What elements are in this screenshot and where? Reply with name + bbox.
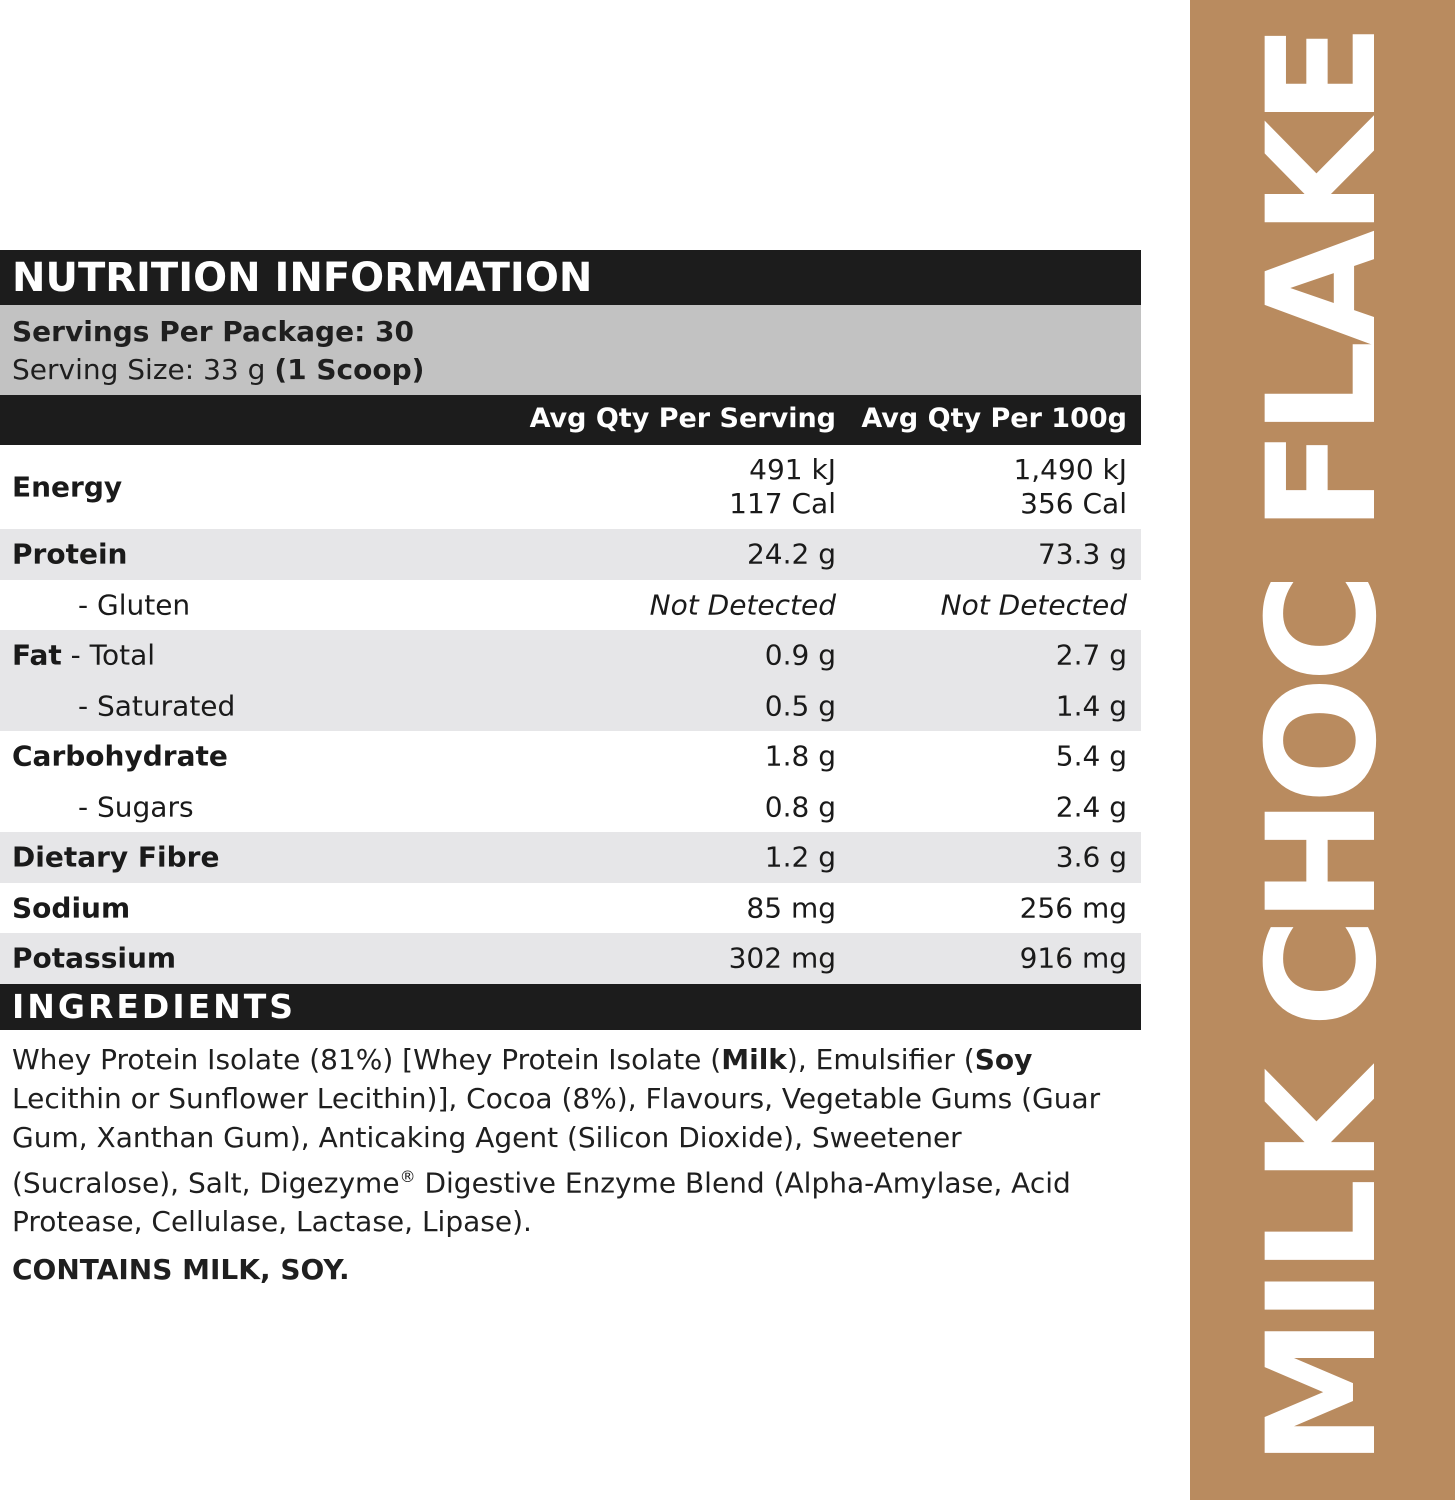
col-header-100g: Avg Qty Per 100g	[861, 403, 1127, 434]
sodium-per100: 256 mg	[1019, 891, 1127, 925]
serving-size-label: Serving Size: 33 g	[12, 353, 266, 386]
row-label: - Sugars	[78, 790, 194, 824]
ingredients-part: Digestive Enzyme Blend (Alpha-Amylase, Acid Protease, Cellulase, Lactase, Lipase).	[12, 1165, 1071, 1238]
row-sugars	[0, 782, 1141, 833]
row-fibre	[0, 832, 1141, 883]
row-label: Dietary Fibre	[12, 840, 220, 874]
serving-info	[0, 305, 1141, 395]
row-saturated	[0, 681, 1141, 732]
ingredients-part: Lecithin or Sunflower Lecithin)], Cocoa (8%), Flavours, Vegetable Gums (Guar Gum, Xanthan Gum), Anticaking Agent (Silicon Dioxide), Sweetener (Sucralose), Salt, Digezyme	[12, 1081, 1101, 1199]
row-protein	[0, 529, 1141, 580]
potassium-per100: 916 mg	[1019, 941, 1127, 975]
allergen-milk: Milk	[721, 1042, 787, 1076]
fibre-serving: 1.2 g	[764, 840, 836, 874]
flavor-side-band	[1190, 0, 1455, 1500]
saturated-serving: 0.5 g	[764, 689, 836, 723]
row-label: Carbohydrate	[12, 739, 228, 773]
row-fat-total	[0, 630, 1141, 681]
ingredients-text	[0, 1030, 1141, 1241]
sodium-serving: 85 mg	[746, 891, 836, 925]
ingredients-title: INGREDIENTS	[12, 987, 297, 1026]
gluten-serving: Not Detected	[649, 588, 836, 622]
row-carbohydrate	[0, 731, 1141, 782]
sugars-per100: 2.4 g	[1055, 790, 1127, 824]
energy-serving-kj: 491 kJ	[749, 453, 836, 486]
row-sodium	[0, 883, 1141, 934]
energy-serving	[729, 453, 836, 521]
fibre-per100: 3.6 g	[1055, 840, 1127, 874]
energy-serving-cal: 117 Cal	[729, 487, 836, 520]
row-label-rest: - Total	[61, 638, 156, 672]
row-energy	[0, 445, 1141, 529]
row-label: Protein	[12, 537, 128, 571]
gluten-per100: Not Detected	[940, 588, 1127, 622]
row-gluten	[0, 580, 1141, 631]
carbohydrate-serving: 1.8 g	[764, 739, 836, 773]
row-label: Potassium	[12, 941, 177, 975]
saturated-per100: 1.4 g	[1055, 689, 1127, 723]
protein-serving: 24.2 g	[746, 537, 836, 571]
row-label: - Saturated	[78, 689, 236, 723]
nutrition-title-bar	[0, 250, 1141, 305]
allergen-statement: CONTAINS MILK, SOY.	[12, 1252, 350, 1286]
col-header-serving: Avg Qty Per Serving	[529, 403, 836, 434]
protein-per100: 73.3 g	[1037, 537, 1127, 571]
serving-size	[12, 351, 1141, 389]
energy-per100	[1013, 453, 1127, 521]
flavor-name: MILK CHOC FLAKE	[1235, 29, 1410, 1467]
ingredients-part: ), Emulsifier (	[786, 1042, 975, 1076]
row-label: - Gluten	[78, 588, 191, 622]
row-label-bold: Fat	[12, 638, 62, 672]
ingredients-part: Whey Protein Isolate (81%) [Whey Protein Isolate (	[12, 1042, 722, 1076]
sugars-serving: 0.8 g	[764, 790, 836, 824]
row-label: Sodium	[12, 891, 131, 925]
carbohydrate-per100: 5.4 g	[1055, 739, 1127, 773]
serving-size-note: (1 Scoop)	[274, 353, 425, 386]
fat-serving: 0.9 g	[764, 638, 836, 672]
servings-per-package: Servings Per Package: 30	[12, 315, 414, 348]
row-potassium	[0, 933, 1141, 984]
nutrition-title: NUTRITION INFORMATION	[12, 254, 593, 301]
column-header	[0, 395, 1141, 445]
row-label: Energy	[12, 470, 123, 504]
potassium-serving: 302 mg	[728, 941, 836, 975]
nutrition-panel	[0, 250, 1141, 1286]
energy-per100-cal: 356 Cal	[1020, 487, 1127, 520]
fat-per100: 2.7 g	[1055, 638, 1127, 672]
ingredients-title-bar	[0, 984, 1141, 1030]
registered-mark: ®	[399, 1166, 416, 1186]
energy-per100-kj: 1,490 kJ	[1013, 453, 1127, 486]
allergen-soy: Soy	[974, 1042, 1033, 1076]
